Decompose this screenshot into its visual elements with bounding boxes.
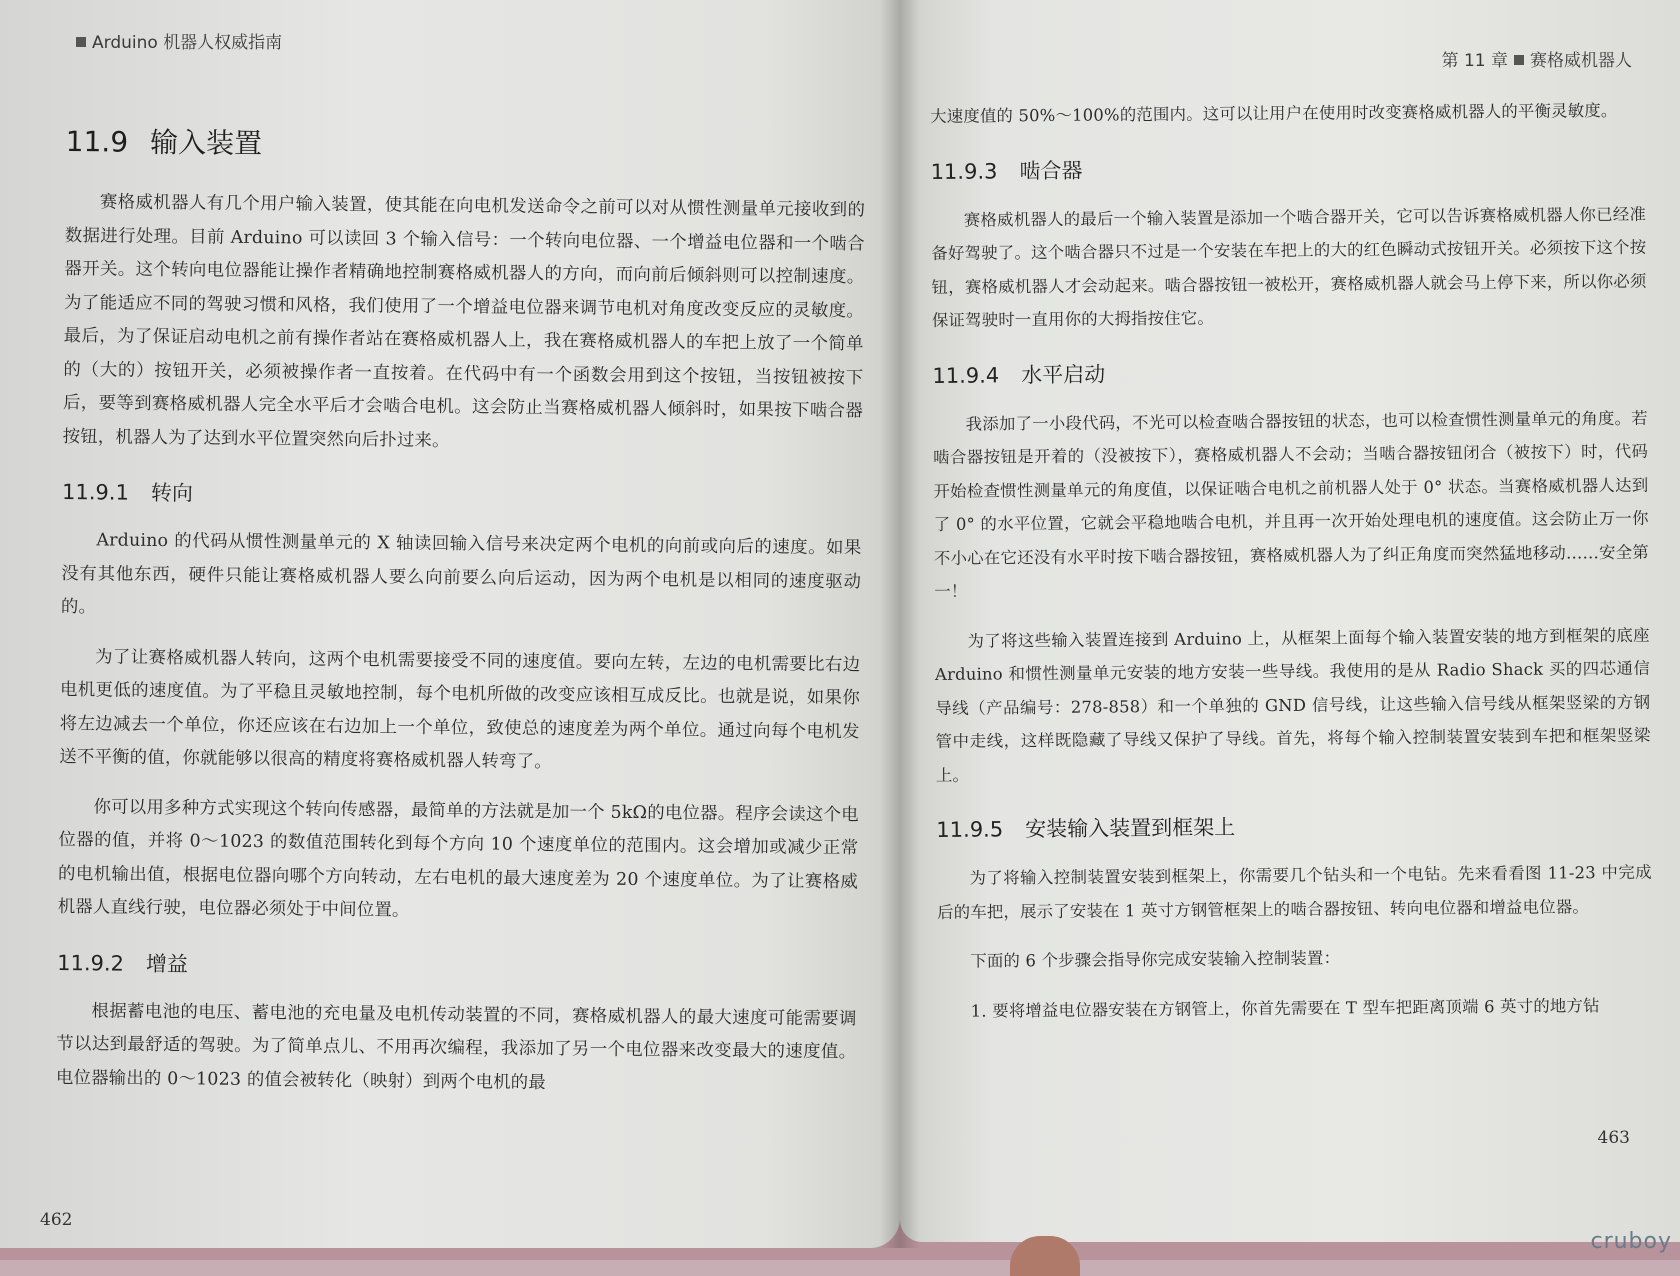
right-page (900, 0, 1680, 1242)
paragraph: 为了将这些输入装置连接到 Arduino 上，从框架上面每个输入装置安装的地方到框架的底座 Arduino 和惯性测量单元安装的地方安装一些导线。我使用的是从 Radio Shack 买的四芯通信导线（产品编号：278-858）和一个单独的 GND 信号线，让这些输入信号线从框架竖梁的方钢管中走线，这样既隐藏了导线又保护了导线。首先，将每个输入控制装置安装到车把和框架竖梁上。 (934, 625, 1651, 785)
paragraph: 你可以用多种方式实现这个转向传感器，最简单的方法就是加一个 5kΩ的电位器。程序会读这个电位器的值，并将 0～1023 的数值范围转化到每个方向 10 个速度单位的范围内。这会增加或减少正常的电机输出值，根据电位器向哪个方向转动，左右电机的最大速度差为 20 个速度单位。为了让赛格威机器人直线行驶，电位器必须处于中间位置。 (57, 796, 859, 921)
intro-paragraph: 赛格威机器人有几个用户输入装置，使其能在向电机发送命令之前可以对从惯性测量单元接收到的数据进行处理。目前 Arduino 可以读回 3 个输入信号：一个转向电位器、一个增益电位器和一个啮合器开关。这个转向电位器能让操作者精确地控制赛格威机器人的方向，而向前后倾斜则可以控制速度。为了能适应不同的驾驶习惯和风格，我们使用了一个增益电位器来调节电机对角度改变反应的灵敏度。最后，为了保证启动电机之前有操作者站在赛格威机器人上，我在赛格威机器人的车把上放了一个简单的（大的）按钮开关，必须被操作者一直按着。在代码中有一个函数会用到这个按钮，当按钮被按下后，要等到赛格威机器人完全水平后才会啮合电机。这会防止当赛格威机器人倾斜时，如果按下啮合器按钮，机器人为了达到水平位置突然向后扑过来。 (62, 192, 866, 451)
subsection-heading-steering (62, 476, 862, 514)
paragraph: 下面的 6 个步骤会指导你完成安装输入控制装置： (970, 948, 1341, 971)
subsection-heading-mount (936, 808, 1651, 844)
subsection-title: 啮合器 (1019, 158, 1083, 183)
subsection-number: 11.9.1 (61, 479, 130, 505)
subsection-heading-engage (930, 149, 1645, 185)
section-title: 输入装置 (149, 125, 263, 161)
subsection-number: 11.9.5 (936, 817, 1004, 842)
chapter-title: 赛格威机器人 (1530, 51, 1632, 71)
continued-paragraph: 大速度值的 50%～100%的范围内。这可以让用户在使用时改变赛格威机器人的平衡灵敏度。 (930, 101, 1618, 126)
page-number-left: 462 (40, 1210, 73, 1230)
subsection-title: 安装输入装置到框架上 (1025, 815, 1236, 842)
left-page-body (56, 120, 866, 1119)
paragraph: 1. 要将增益电位器安装在方钢管上，你首先需要在 T 型车把距离顶端 6 英寸的地方钻 (970, 995, 1600, 1021)
running-head-left (70, 28, 282, 53)
watermark: cruboy (1590, 1229, 1672, 1254)
subsection-number: 11.9.4 (932, 362, 1000, 388)
paragraph: Arduino 的代码从惯性测量单元的 X 轴读回输入信号来决定两个电机的向前或向后的速度。如果没有其他东西，硬件只能让赛格威机器人要么向前要么向后运动，因为两个电机是以相同的速度驱动的。 (60, 530, 862, 618)
section-number: 11.9 (65, 124, 129, 159)
running-head-right (1442, 46, 1632, 71)
subsection-number: 11.9.3 (930, 158, 998, 184)
paragraph: 我添加了一小段代码，不光可以检查啮合器按钮的状态，也可以检查惯性测量单元的角度。若啮合器按钮是开着的（没被按下），赛格威机器人不会动；当啮合器按钮闭合（被按下）时，代码开始检查惯性测量单元的角度值，以保证啮合电机之前机器人处于 0° 状态。当赛格威机器人达到了 0° 的水平位置，它就会平稳地啮合电机，并且再一次开始处理电机的速度值。这会防止万一你不小心在它还没有水平时按下啮合器按钮，赛格威机器人为了纠正角度而突然猛地移动……安全第一！ (933, 408, 1650, 601)
subsection-title: 增益 (145, 951, 189, 976)
subsection-number: 11.9.2 (57, 950, 125, 976)
running-head-text: Arduino 机器人权威指南 (92, 33, 283, 53)
square-bullet-icon (1514, 55, 1524, 65)
right-page-body (930, 94, 1653, 1044)
paragraph: 为了将输入控制装置安装到框架上，你需要几个钻头和一个电钻。先来看看图 11-23 中完成后的车把，展示了安装在 1 英寸方钢管框架上的啮合器按钮、转向电位器和增益电位器。 (937, 862, 1652, 922)
paragraph: 根据蓄电池的电压、蓄电池的充电量及电机传动装置的不同，赛格威机器人的最大速度可能需要调节以达到最舒适的驾驶。为了简单点儿、不用再次编程，我添加了另一个电位器来改变最大的速度值。电位器输出的 0～1023 的值会被转化（映射）到两个电机的最 (55, 1000, 857, 1093)
chapter-label: 第 11 章 (1441, 51, 1508, 71)
subsection-heading-gain (57, 946, 857, 984)
page-number-right: 463 (1597, 1128, 1630, 1148)
square-bullet-icon (76, 37, 86, 47)
subsection-title: 转向 (150, 480, 194, 506)
paragraph: 赛格威机器人的最后一个输入装置是添加一个啮合器开关，它可以告诉赛格威机器人你已经准备好驾驶了。这个啮合器只不过是一个安装在车把上的大的红色瞬动式按钮开关。必须按下这个按钮，赛格威机器人才会动起来。啮合器按钮一被松开，赛格威机器人就会马上停下来，所以你必须保证驾驶时一直用你的大拇指按住它。 (931, 204, 1647, 330)
paragraph: 为了让赛格威机器人转向，这两个电机需要接受不同的速度值。要向左转，左边的电机需要比右边电机更低的速度值。为了平稳且灵敏地控制，每个电机所做的改变应该相互成反比。也就是说，如果你将左边减去一个单位，你还应该在右边加上一个单位，致使总的速度差为两个单位。通过向每个电机发送不平衡的值，你就能够以很高的精度将赛格威机器人转弯了。 (59, 646, 861, 773)
subsection-heading-level-start (932, 353, 1647, 389)
section-heading (66, 120, 866, 168)
book-gutter (880, 0, 920, 1248)
subsection-title: 水平启动 (1021, 361, 1106, 387)
